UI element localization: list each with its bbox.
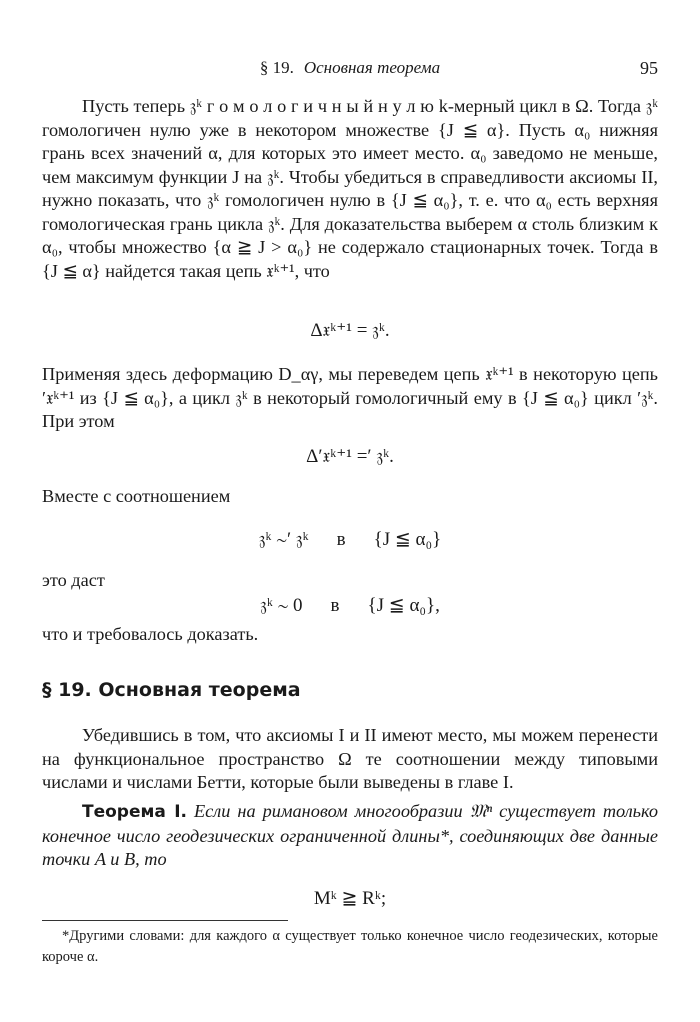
paragraph-1: Пусть теперь 𝔷ᵏ г о м о л о г и ч н ы й н у л ю k-мерный цикл в Ω. Тогда 𝔷ᵏ гомологичен нулю уже в некотором множестве {J ≦ α}. Пусть α₀ нижняя грань всех значений α, для которых это имеет место. α₀ заведомо не меньше, чем максимум функции J на 𝔷ᵏ. Чтобы убедиться в справедливости аксиомы II, нужно показать, что 𝔷ᵏ гомологичен нулю в {J ≦ α₀}, т. е. что α₀ есть верхняя гомологическая грань цикла 𝔷ᵏ. Для доказательства выберем α столь близким к α₀, чтобы множество {α ≧ J > α₀} не содержало стационарных точек. Тогда в {J ≦ α} найдется такая цепь 𝔵ᵏ⁺¹, что (42, 96, 658, 281)
page-header (42, 58, 658, 82)
running-head (42, 58, 658, 78)
formula-4-set: {J ≦ α₀}, (367, 595, 440, 616)
paragraph-3: Вместе с соотношением (42, 486, 231, 506)
section-heading: § 19. Основная теорема (42, 679, 301, 701)
formula-3 (42, 528, 658, 551)
formula-3-in: в (336, 529, 346, 550)
theorem-label: Теорема I. (82, 802, 187, 822)
theorem-formula: Mᵏ ≧ Rᵏ; (313, 888, 387, 909)
paragraph-4: это даст (42, 570, 105, 590)
theorem (42, 800, 658, 872)
paragraph-2: Применяя здесь деформацию D_αγ, мы переведем цепь 𝔵ᵏ⁺¹ в некоторую цепь ′𝔵ᵏ⁺¹ из {J ≦ α₀}, а цикл 𝔷ᵏ в некоторый гомологичный ему в {J ≦ α₀} цикл ′𝔷ᵏ. При этом (42, 364, 658, 431)
footnote: *Другими словами: для каждого α существует только конечное число геодезических, которые короче α. (42, 928, 658, 965)
formula-3-set: {J ≦ α₀} (373, 529, 442, 550)
running-head-title: Основная теорема (303, 58, 441, 77)
formula-4 (42, 594, 658, 617)
section-paragraph: Убедившись в том, что аксиомы I и II имеют место, мы можем перенести на функциональное пространство Ω те соотношении между типовыми числами и числами Бетти, которые были выведены в главе I. (42, 725, 658, 792)
formula-4-lhs: 𝔷ᵏ ∼ 0 (260, 595, 303, 616)
running-head-section: § 19. (259, 58, 294, 77)
formula-4-in: в (330, 595, 340, 616)
formula-2: Δ′𝔵ᵏ⁺¹ =′ 𝔷ᵏ. (306, 446, 394, 467)
paragraph-5: что и требовалось доказать. (42, 624, 259, 644)
formula-3-lhs: 𝔷ᵏ ∼′ 𝔷ᵏ (258, 529, 309, 550)
theorem-text: Если на римановом многообразии 𝔐ⁿ существует только конечное число геодезических ограниченной длины*, соединяющих две данные точки A и B, то (42, 801, 658, 869)
footnote-rule (42, 920, 288, 921)
formula-1: Δ𝔵ᵏ⁺¹ = 𝔷ᵏ. (310, 320, 390, 341)
page-number: 95 (640, 58, 658, 78)
